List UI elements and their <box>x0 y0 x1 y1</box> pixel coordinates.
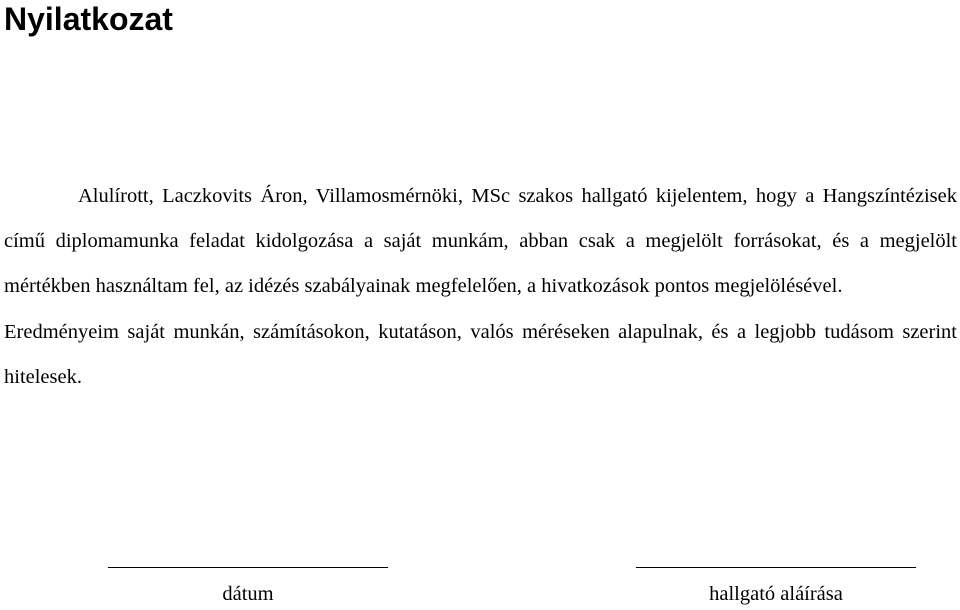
signature-line <box>636 567 916 568</box>
date-line <box>108 567 388 568</box>
declaration-paragraph: Alulírott, Laczkovits Áron, Villamosmérnöki, MSc szakos hallgató kijelentem, hogy a Hangszíntézisek című diplomamunka feladat kidolgozása a saját munkám, abban csak a megjelölt forrásokat, és a megjelölt mértékben használtam fel, az idézés szabályainak megfelelően, a hivatkozások pontos megjelölésével. <box>4 185 957 298</box>
declaration-body <box>4 174 957 400</box>
results-paragraph: Eredményeim saját munkán, számításokon, kutatáson, valós méréseken alapulnak, és a legjobb tudásom szerint hitelesek. <box>4 320 957 388</box>
page-title: Nyilatkozat <box>4 1 173 37</box>
signature-label: hallgató aláírása <box>709 583 843 605</box>
date-label: dátum <box>222 583 274 605</box>
